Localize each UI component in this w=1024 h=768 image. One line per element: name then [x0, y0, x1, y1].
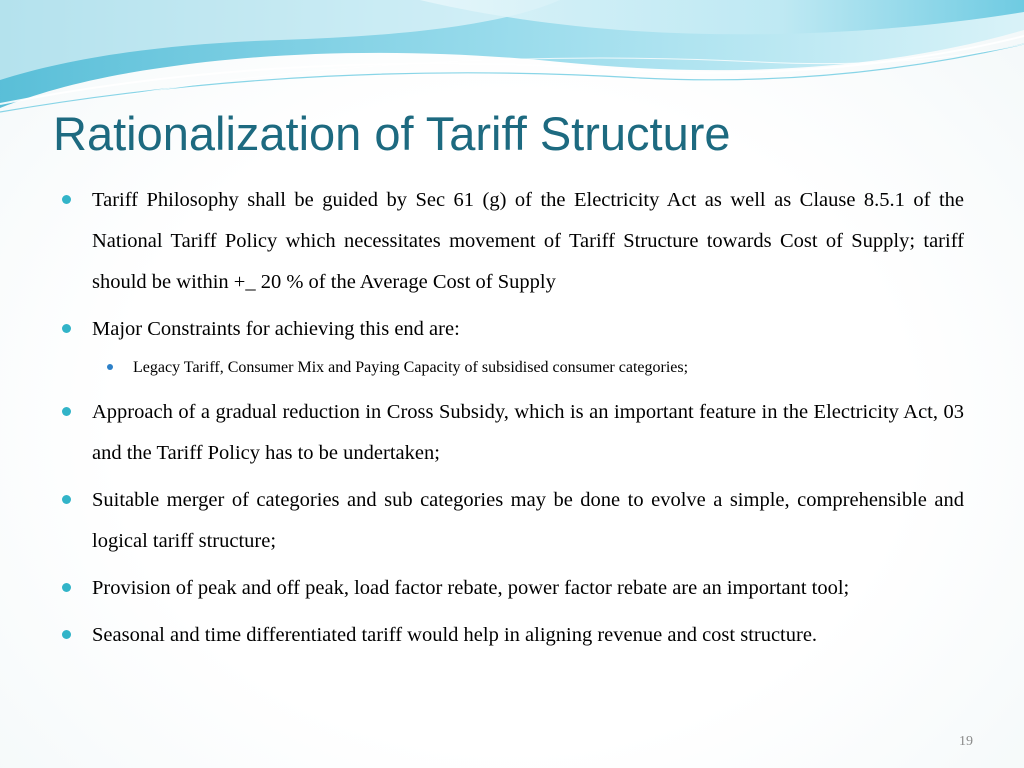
bullet-text: Approach of a gradual reduction in Cross Subsidy, which is an important feature in the Electricity Act, 03 and the Tariff Policy has to be undertaken;: [92, 401, 964, 464]
bullet-dot-icon: [62, 195, 71, 204]
sub-bullet-dot-icon: [107, 364, 113, 370]
bullet-text: Suitable merger of categories and sub categories may be done to evolve a simple, comprehensible and logical tariff structure;: [92, 489, 964, 552]
bullet-text: Major Constraints for achieving this end are:: [92, 318, 460, 340]
sub-bullet-item: [62, 356, 964, 380]
bullet-item: [62, 392, 964, 474]
bullet-text: Provision of peak and off peak, load factor rebate, power factor rebate are an important tool;: [92, 577, 850, 599]
bullet-dot-icon: [62, 583, 71, 592]
bullet-item: [62, 309, 964, 350]
bullet-text: Tariff Philosophy shall be guided by Sec 61 (g) of the Electricity Act as well as Clause 8.5.1 of the National Tariff Policy which necessitates movement of Tariff Structure towards Cost of Supply; tariff should be within +_ 20 % of the Average Cost of Supply: [92, 189, 964, 293]
bullet-dot-icon: [62, 630, 71, 639]
bullet-item: [62, 480, 964, 562]
bullet-item: [62, 568, 964, 609]
bullet-list: [62, 180, 964, 662]
slide-title: Rationalization of Tariff Structure: [53, 107, 731, 160]
bullet-dot-icon: [62, 324, 71, 333]
page-number: 19: [959, 734, 973, 749]
bullet-dot-icon: [62, 407, 71, 416]
bullet-text: Seasonal and time differentiated tariff would help in aligning revenue and cost structure.: [92, 624, 818, 646]
sub-bullet-text: Legacy Tariff, Consumer Mix and Paying Capacity of subsidised consumer categories;: [133, 359, 689, 376]
bullet-dot-icon: [62, 495, 71, 504]
bullet-item: [62, 615, 964, 656]
bullet-item: [62, 180, 964, 303]
